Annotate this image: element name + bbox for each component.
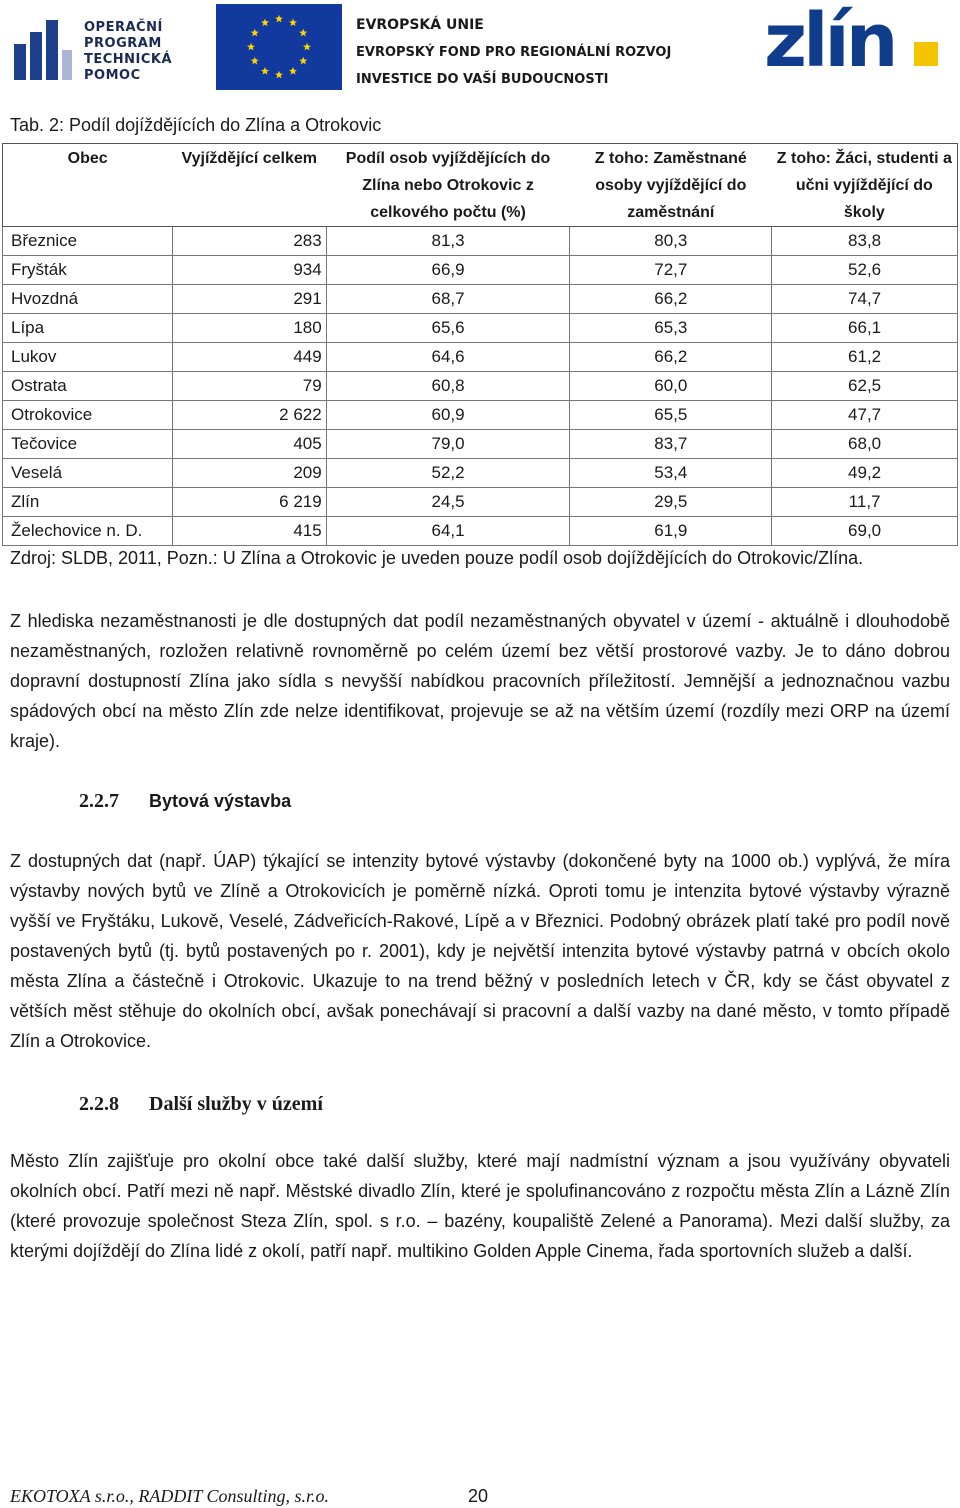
- paragraph-unemployment: Z hlediska nezaměstnanosti je dle dostupných dat podíl nezaměstnaných obyvatel v území - aktuálně i dlouhodobě nezaměstnaných, rozložen relativně rovnoměrně po celém území bez větší prostorové vazby. Je to dáno dobrou dopravní dostupností Zlína jako sídla s nevyšší nabídkou pracovních příležitostí. Jemnější a jednoznačnou vazbu spádových obcí na město Zlín zde nelze identifikovat, projevuje se až na větším území (rozdíly mezi ORP na území kraje).: [10, 611, 950, 751]
- zlin-logo-dot: [914, 42, 938, 66]
- zlin-city-logo: zlín: [764, 0, 954, 96]
- eu-fund-text: EVROPSKÁ UNIE EVROPSKÝ FOND PRO REGIONÁLNÍ ROZVOJ INVESTICE DO VAŠÍ BUDOUCNOSTI: [356, 17, 672, 87]
- cell-value: 52,2: [326, 459, 570, 488]
- cell-obec: Zlín: [3, 488, 173, 517]
- cell-value: 11,7: [772, 488, 958, 517]
- cell-value: 61,2: [772, 343, 958, 372]
- cell-value: 65,5: [570, 401, 772, 430]
- cell-obec: Lukov: [3, 343, 173, 372]
- cell-value: 66,1: [772, 314, 958, 343]
- cell-value: 66,2: [570, 343, 772, 372]
- cell-value: 81,3: [326, 227, 570, 256]
- header-podil: Podíl osob vyjíždějících do Zlína nebo Otrokovic z celkového počtu (%): [326, 144, 570, 227]
- header-obec: Obec: [3, 144, 173, 227]
- cell-value: 64,6: [326, 343, 570, 372]
- cell-value: 69,0: [772, 517, 958, 546]
- op-technicka-pomoc-logo: [14, 6, 204, 90]
- cell-value: 60,0: [570, 372, 772, 401]
- cell-obec: Hvozdná: [3, 285, 173, 314]
- cell-value: 47,7: [772, 401, 958, 430]
- op-logo-mark: [14, 20, 74, 80]
- cell-value: 74,7: [772, 285, 958, 314]
- paragraph-housing: Z dostupných dat (např. ÚAP) týkající se intenzity bytové výstavby (dokončené byty na 1000 ob.) vyplývá, že míra výstavby nových bytů ve Zlíně a Otrokovicích je poměrně nízká. Oproti tomu je intenzita bytové výstavby výrazně vyšší ve Fryštáku, Lukově, Veselé, Zádveřicích-Rakové, Lípě a v Březnici. Podobný obrázek platí také pro podíl nově postavených bytů (tj. bytů postavených po r. 2001), kdy je největší intenzita bytové výstavby patrná v obcích okolo města Zlína a částečně i Otrokovic. Ukazuje to na trend běžný v posledních letech v ČR, kdy se část obyvatel z větších měst stěhuje do okolních obcí, avšak ponechávají si pracovní a další vazby na dané město, v tomto případě Zlín a Otrokovice.: [10, 851, 950, 1051]
- section-title: Další služby v území: [149, 1093, 323, 1115]
- cell-value: 61,9: [570, 517, 772, 546]
- cell-value: 62,5: [772, 372, 958, 401]
- cell-obec: Lípa: [3, 314, 173, 343]
- cell-obec: Fryšták: [3, 256, 173, 285]
- cell-value: 53,4: [570, 459, 772, 488]
- cell-value: 291: [172, 285, 326, 314]
- cell-value: 283: [172, 227, 326, 256]
- cell-value: 2 622: [172, 401, 326, 430]
- commuting-table: [2, 143, 958, 546]
- cell-value: 209: [172, 459, 326, 488]
- table-row: [3, 343, 958, 372]
- cell-value: 934: [172, 256, 326, 285]
- table-row: [3, 459, 958, 488]
- table-source-note: Zdroj: SLDB, 2011, Pozn.: U Zlína a Otrokovic je uveden pouze podíl osob dojíždějících do Otrokovic/Zlína.: [10, 548, 864, 568]
- table-caption: Tab. 2: Podíl dojíždějících do Zlína a Otrokovic: [10, 115, 382, 135]
- op-logo-text: OPERAČNÍ PROGRAM TECHNICKÁ POMOC: [84, 20, 173, 83]
- table-row: [3, 372, 958, 401]
- section-heading-services: [79, 1093, 323, 1116]
- section-title: Bytová výstavba: [149, 791, 292, 811]
- header-zamestnane: Z toho: Zaměstnané osoby vyjíždějící do zaměstnání: [570, 144, 772, 227]
- cell-value: 60,9: [326, 401, 570, 430]
- table-row: [3, 227, 958, 256]
- cell-obec: Otrokovice: [3, 401, 173, 430]
- section-number: 2.2.8: [79, 1093, 119, 1115]
- header-logos: [0, 0, 960, 100]
- cell-value: 79,0: [326, 430, 570, 459]
- cell-obec: Veselá: [3, 459, 173, 488]
- table-row: [3, 314, 958, 343]
- cell-value: 60,8: [326, 372, 570, 401]
- cell-value: 52,6: [772, 256, 958, 285]
- table-row: [3, 401, 958, 430]
- cell-value: 79: [172, 372, 326, 401]
- table-row: [3, 430, 958, 459]
- table-row: [3, 285, 958, 314]
- page-number: 20: [468, 1486, 489, 1506]
- cell-value: 415: [172, 517, 326, 546]
- cell-value: 68,0: [772, 430, 958, 459]
- cell-value: 449: [172, 343, 326, 372]
- cell-value: 83,7: [570, 430, 772, 459]
- cell-value: 66,9: [326, 256, 570, 285]
- cell-value: 65,6: [326, 314, 570, 343]
- cell-value: 65,3: [570, 314, 772, 343]
- section-number: 2.2.7: [79, 790, 119, 812]
- cell-obec: Želechovice n. D.: [3, 517, 173, 546]
- cell-value: 68,7: [326, 285, 570, 314]
- table-row: [3, 517, 958, 546]
- cell-value: 6 219: [172, 488, 326, 517]
- cell-value: 80,3: [570, 227, 772, 256]
- cell-value: 405: [172, 430, 326, 459]
- cell-value: 83,8: [772, 227, 958, 256]
- cell-obec: Tečovice: [3, 430, 173, 459]
- cell-value: 72,7: [570, 256, 772, 285]
- section-heading-housing: [79, 790, 292, 813]
- header-zaci: Z toho: Žáci, studenti a učni vyjíždějící do školy: [772, 144, 958, 227]
- cell-value: 49,2: [772, 459, 958, 488]
- table-row: [3, 256, 958, 285]
- eu-flag-icon: [216, 4, 342, 90]
- table-header-row: [3, 144, 958, 227]
- cell-value: 66,2: [570, 285, 772, 314]
- cell-value: 180: [172, 314, 326, 343]
- cell-value: 64,1: [326, 517, 570, 546]
- cell-value: 24,5: [326, 488, 570, 517]
- cell-obec: Březnice: [3, 227, 173, 256]
- header-vyjizdejici: Vyjíždějící celkem: [172, 144, 326, 227]
- cell-value: 29,5: [570, 488, 772, 517]
- cell-obec: Ostrata: [3, 372, 173, 401]
- paragraph-services: Město Zlín zajišťuje pro okolní obce také další služby, které mají nadmístní význam a jsou využívány obyvateli okolních obcí. Patří mezi ně např. Městské divadlo Zlín, které je spolufinancováno z rozpočtu města Zlín a Lázně Zlín (které provozuje společnost Steza Zlín, spol. s r.o. – bazény, koupaliště Zelené a Panorama). Mezi další služby, za kterými dojíždějí do Zlína lidé z okolí, patří např. multikino Golden Apple Cinema, řada sportovních služeb a další.: [10, 1151, 950, 1261]
- table-row: [3, 488, 958, 517]
- footer-company: EKOTOXA s.r.o., RADDIT Consulting, s.r.o.: [10, 1486, 330, 1506]
